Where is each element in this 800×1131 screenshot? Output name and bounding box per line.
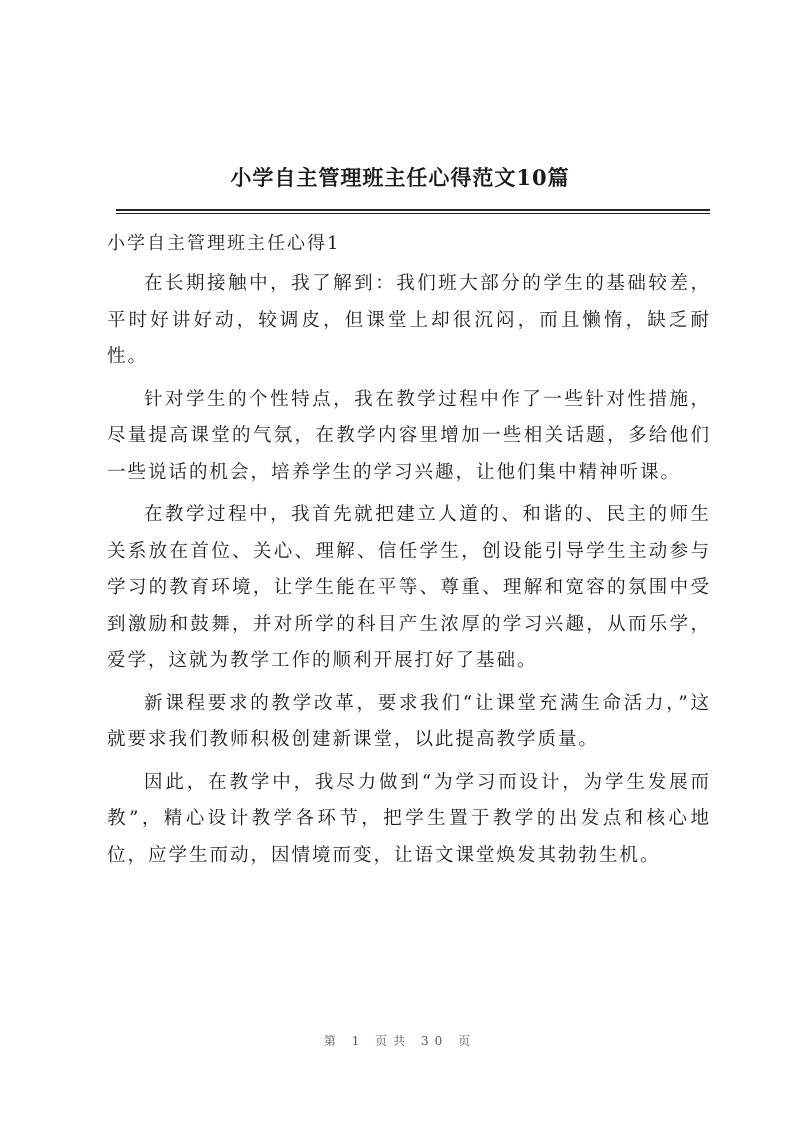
- paragraph-2: 针对学生的个性特点，我在教学过程中作了一些针对性措施，尽量提高课堂的气氛，在教学内容里增加一些相关话题，多给他们一些说话的机会，培养学生的学习兴趣，让他们集中精神听课。: [107, 388, 711, 483]
- title-divider: [116, 209, 710, 214]
- section-heading: 小学自主管理班主任心得1: [107, 233, 341, 254]
- paragraph-4: 新课程要求的教学改革，要求我们“让课堂充满生命活力，”这就要求我们教师积极创建新课堂，以此提高教学质量。: [107, 692, 711, 750]
- paragraph-3: 在教学过程中，我首先就把建立人道的、和谐的、民主的师生关系放在首位、关心、理解、信任学生，创设能引导学生主动参与学习的教育环境，让学生能在平等、尊重、理解和宽容的氛围中受到激励和鼓舞，并对所学的科目产生浓厚的学习兴趣，从而乐学，爱学，这就为教学工作的顺利开展打好了基础。: [107, 504, 711, 671]
- document-body: [107, 226, 711, 880]
- page-footer: 第 1 页共 30 页: [323, 1034, 477, 1048]
- paragraph-1: 在长期接触中，我了解到：我们班大部分的学生的基础较差，平时好讲好动，较调皮，但课堂上却很沉闷，而且懒惰，缺乏耐性。: [107, 273, 711, 367]
- document-title: 小学自主管理班主任心得范文10篇: [230, 165, 570, 190]
- paragraph-5: 因此，在教学中，我尽力做到“为学习而设计，为学生发展而教”，精心设计教学各环节，把学生置于教学的出发点和核心地位，应学生而动，因情境而变，让语文课堂焕发其勃勃生机。: [107, 771, 711, 866]
